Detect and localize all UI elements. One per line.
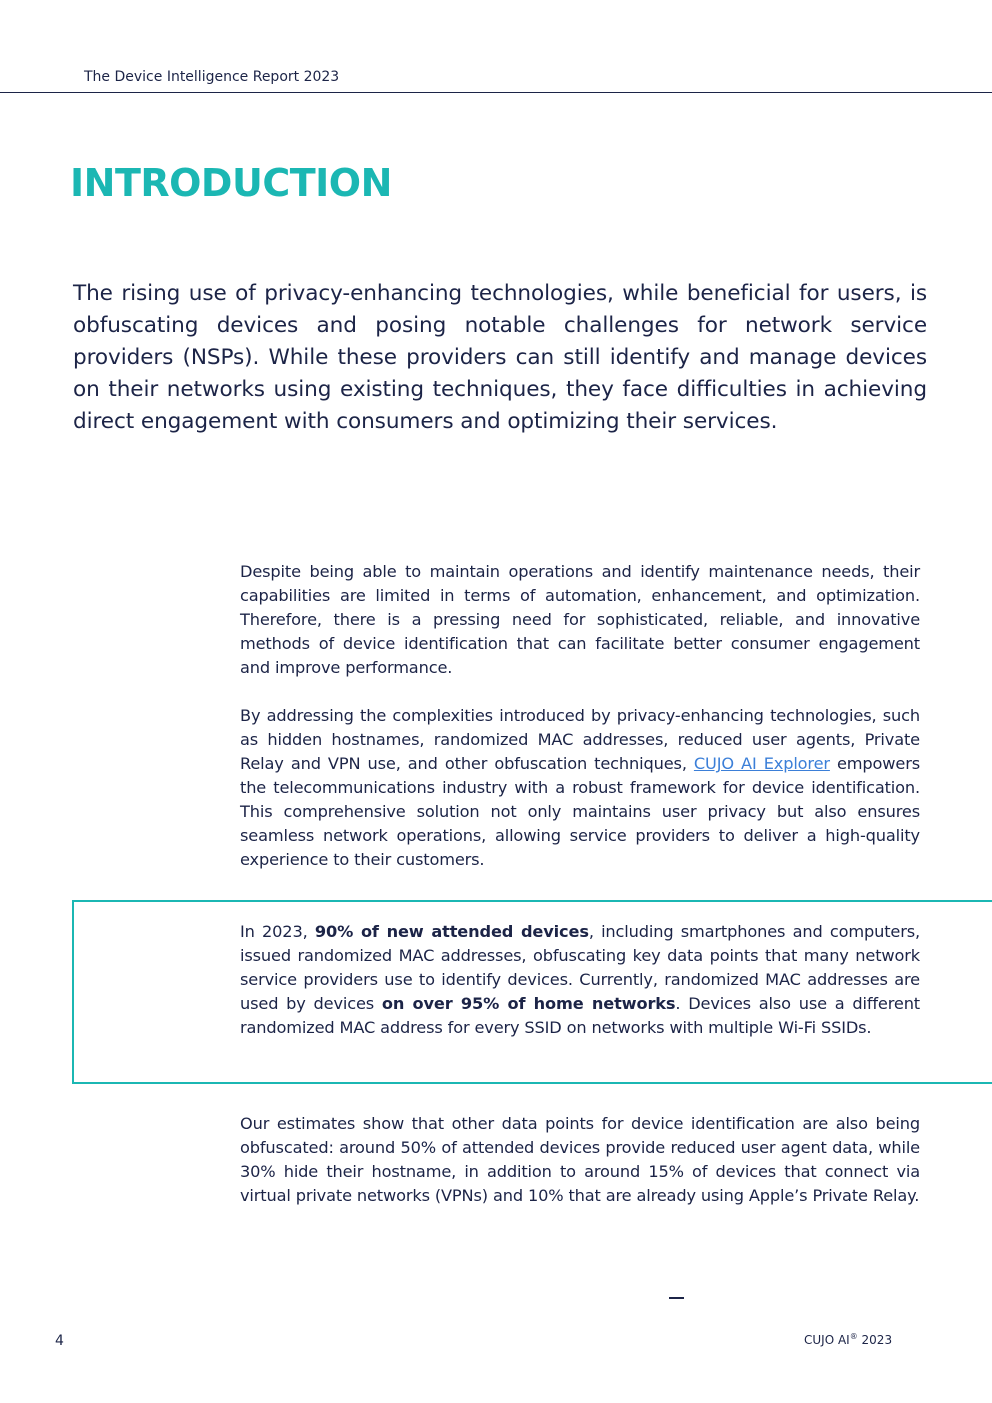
footer-brand-name: CUJO AI bbox=[804, 1333, 850, 1347]
highlight-stat-attended-devices: 90% of new attended devices bbox=[314, 922, 589, 941]
body-paragraph-2 bbox=[240, 704, 920, 872]
body-paragraph-1: Despite being able to maintain operations and identify maintenance needs, their capabilities are limited in terms of automation, enhancement, and optimization. Therefore, there is a pressing need for sophisticated, reliable, and innovative methods of device identification that can facilitate better consumer engagement and improve performance. bbox=[240, 562, 920, 677]
body-paragraph-2-text-a: By addressing the complexities introduced by privacy-enhancing technologies, such as hidden hostnames, randomized MAC addresses, reduced user agents, Private Relay and VPN use, and other obfuscation techniques, bbox=[240, 706, 920, 773]
body-paragraph-4: Our estimates show that other data points for device identification are also being obfuscated: around 50% of attended devices provide reduced user agent data, while 30% hide their hostname, in addition to around 15% of devices that connect via virtual private networks (VPNs) and 10% that are already using Apple’s Private Relay. bbox=[240, 1114, 920, 1205]
header-divider bbox=[0, 92, 992, 93]
decorative-dash bbox=[669, 1297, 684, 1299]
body-paragraph-2-text-b: empowers the telecommunications industry with a robust framework for device identification. This comprehensive solution not only maintains user privacy but also ensures seamless network operations, allowing service providers to deliver a high-quality experience to their customers. bbox=[240, 754, 920, 869]
registered-mark: ® bbox=[849, 1332, 858, 1341]
footer-year: 2023 bbox=[857, 1333, 893, 1347]
cujo-ai-explorer-link[interactable]: CUJO AI Explorer bbox=[693, 754, 830, 773]
highlight-stat-home-networks: on over 95% of home networks bbox=[381, 994, 676, 1013]
page-number: 4 bbox=[55, 1333, 64, 1349]
highlight-text-c: . Devices also use a different randomized MAC address for every SSID on networks with multiple Wi-Fi SSIDs. bbox=[240, 994, 920, 1037]
highlight-text-b: , including smartphones and computers, issued randomized MAC addresses, obfuscating key data points that many network service providers use to identify devices. Currently, randomized MAC addresses are used by devices bbox=[240, 922, 920, 1013]
highlight-paragraph bbox=[240, 920, 920, 1040]
running-header: The Device Intelligence Report 2023 bbox=[84, 69, 340, 85]
highlight-text-a: In 2023, bbox=[240, 922, 315, 941]
footer-brand bbox=[804, 1329, 892, 1348]
lead-paragraph: The rising use of privacy-enhancing technologies, while beneficial for users, is obfuscating devices and posing notable challenges for network service providers (NSPs). While these providers can still identify and manage devices on their networks using existing techniques, they face difficulties in achieving direct engagement with consumers and optimizing their services. bbox=[73, 281, 927, 434]
page-title: INTRODUCTION bbox=[70, 161, 392, 205]
